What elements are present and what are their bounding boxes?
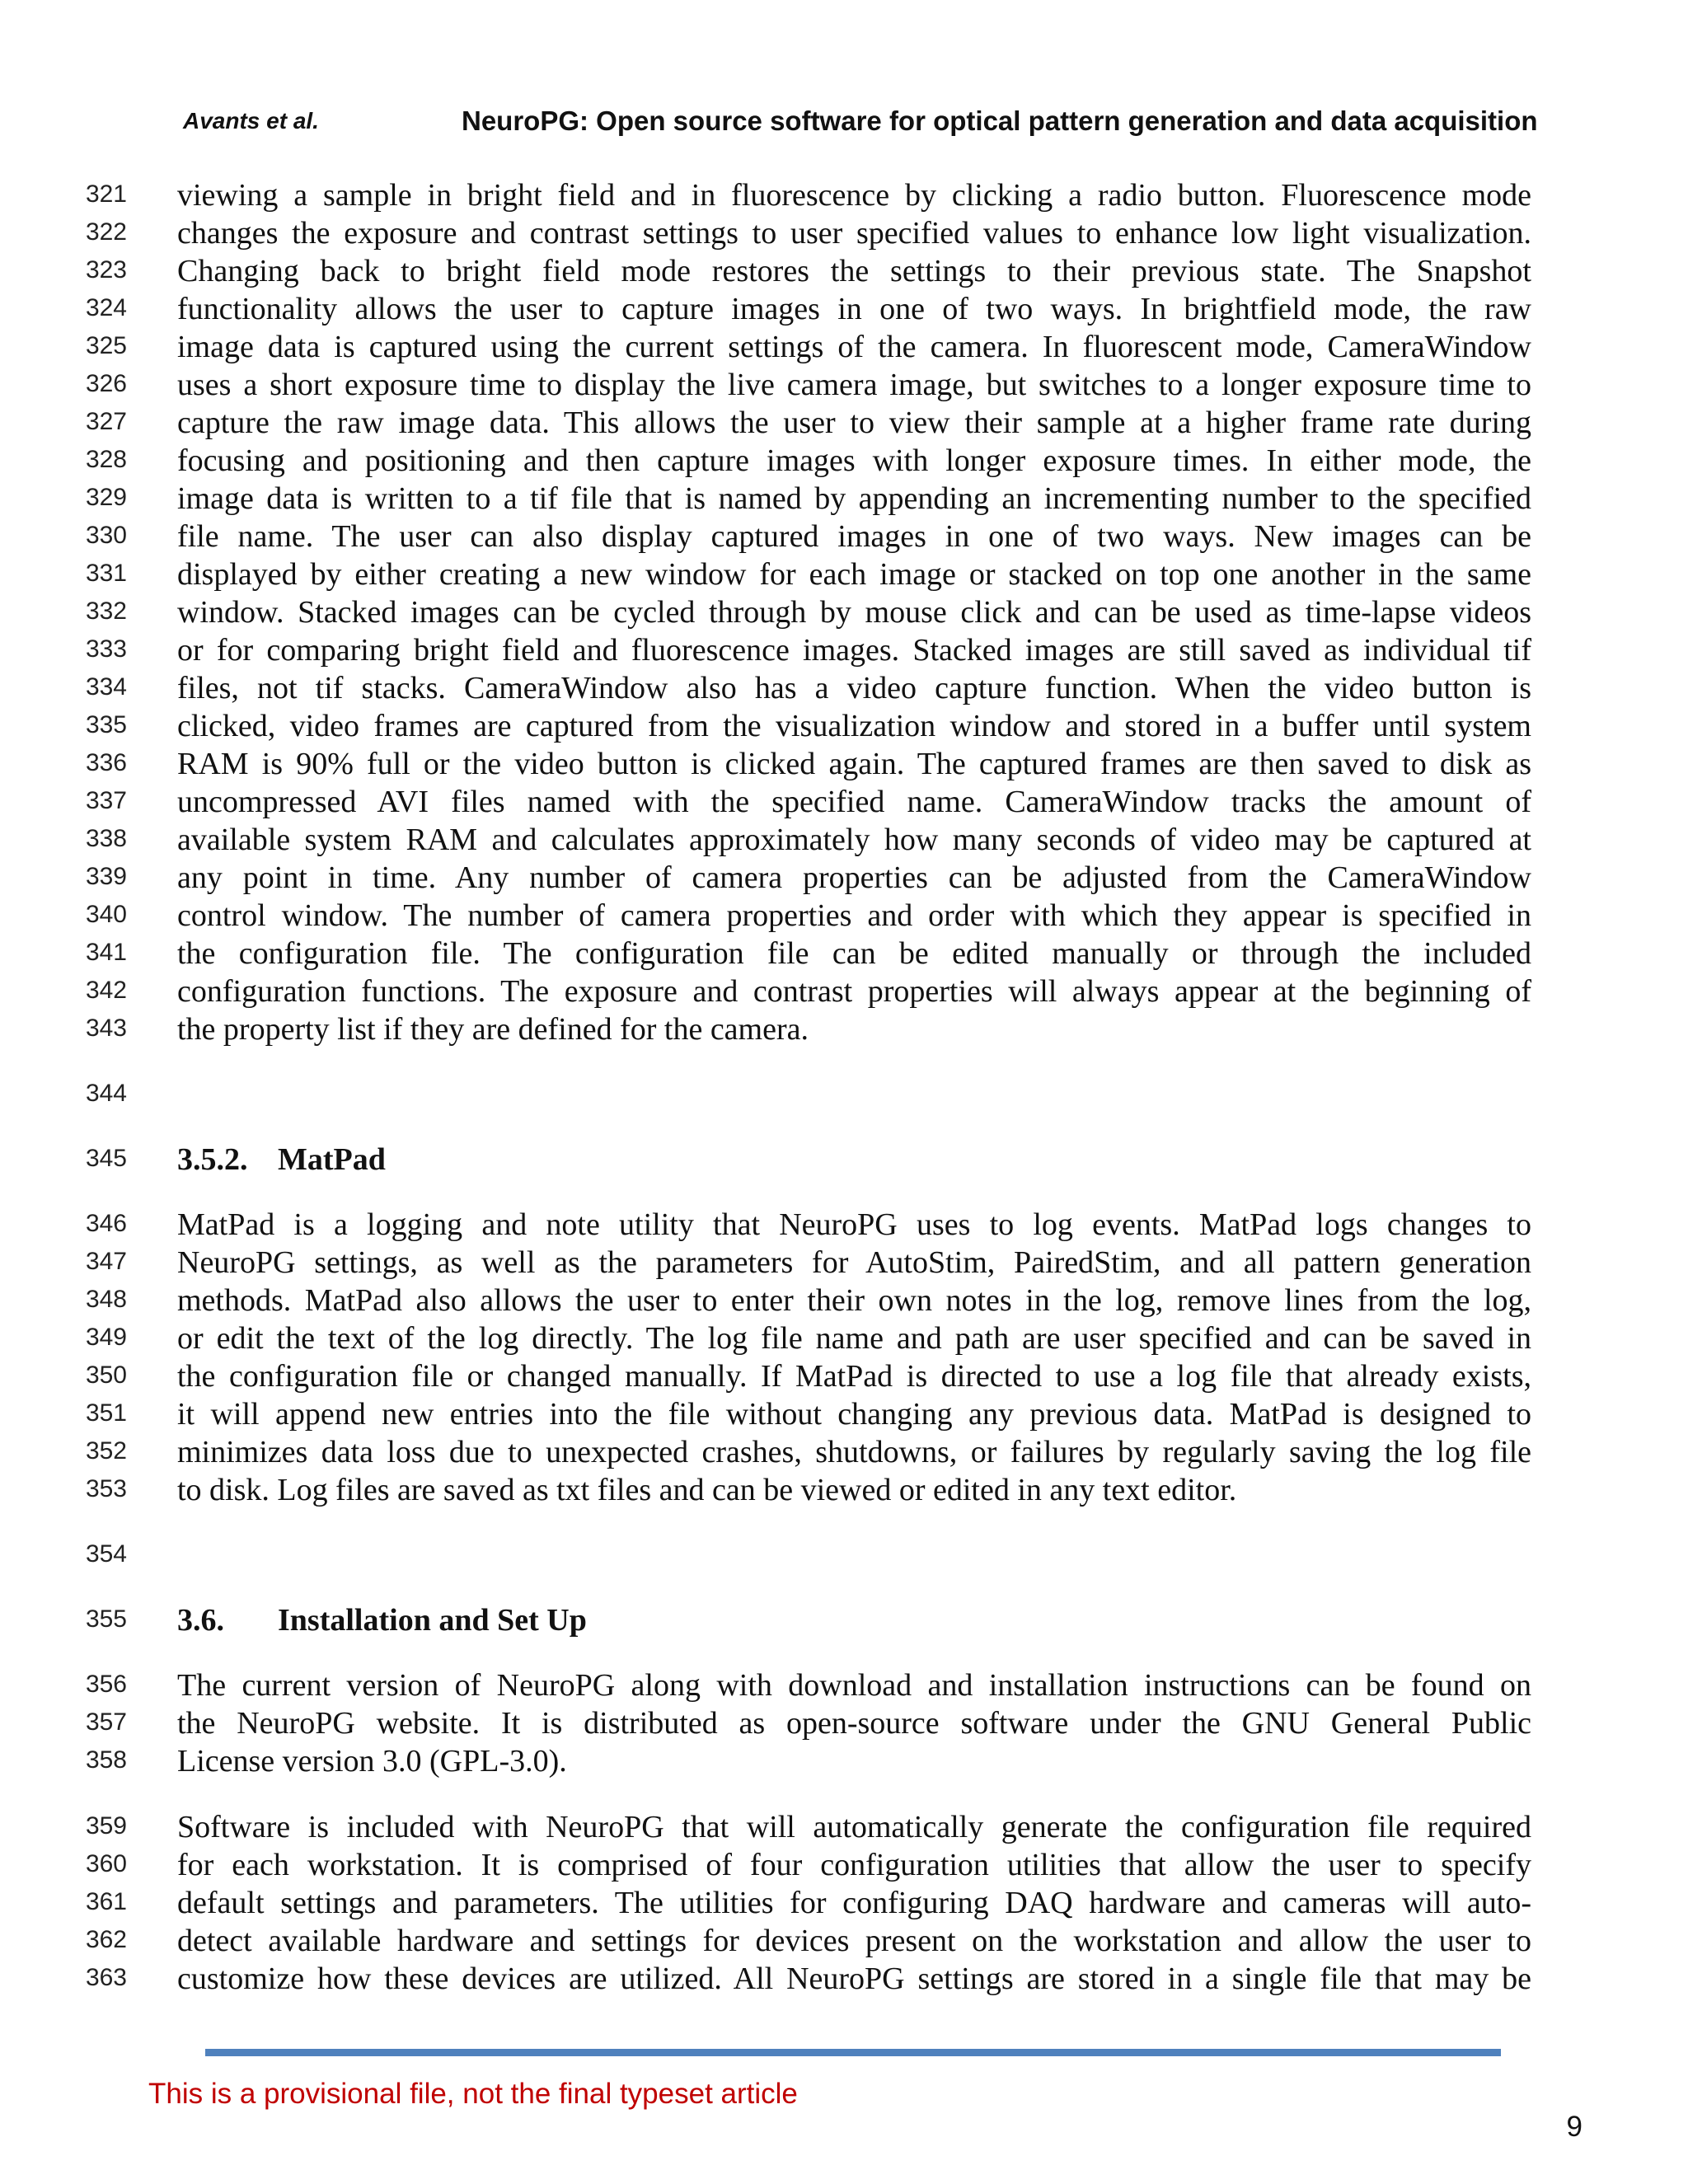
line-number: 333 [85,635,127,663]
text-line: available system RAM and calculates approximately how many seconds of video may be captured at [177,823,1531,857]
line-number: 328 [85,446,127,473]
line-number: 335 [85,711,127,738]
text-line: the property list if they are defined for the camera. [177,1012,809,1047]
text-line: uncompressed AVI files named with the specified name. CameraWindow tracks the amount of [177,785,1531,819]
line-number: 326 [85,370,127,397]
line-number: 354 [85,1540,127,1568]
line-number: 344 [85,1080,127,1107]
text-line: the configuration file or changed manually. If MatPad is directed to use a log file that already exists, [177,1359,1531,1394]
line-number: 347 [85,1248,127,1275]
line-number: 324 [85,294,127,321]
text-line: focusing and positioning and then capture images with longer exposure times. In either mode, the [177,443,1531,478]
line-number: 323 [85,256,127,284]
line-number: 331 [85,560,127,587]
line-number: 343 [85,1015,127,1042]
line-number: 348 [85,1286,127,1313]
text-line: configuration functions. The exposure and contrast properties will always appear at the beginning of [177,974,1531,1009]
text-line: any point in time. Any number of camera properties can be adjusted from the CameraWindow [177,860,1531,895]
line-number: 358 [85,1746,127,1774]
section-heading [177,1601,1531,1639]
text-line: detect available hardware and settings for devices present on the workstation and allow the user to [177,1924,1531,1958]
text-line: MatPad is a logging and note utility that NeuroPG uses to log events. MatPad logs changes to [177,1207,1531,1242]
text-line: viewing a sample in bright field and in fluorescence by clicking a radio button. Fluorescence mode [177,178,1531,213]
text-line: image data is written to a tif file that is named by appending an incrementing number to the specified [177,481,1531,516]
text-line: The current version of NeuroPG along with download and installation instructions can be found on [177,1668,1531,1703]
line-number: 350 [85,1361,127,1389]
line-number: 336 [85,749,127,776]
section-number: 3.6. [177,1603,224,1638]
line-number: 342 [85,977,127,1004]
text-line: functionality allows the user to capture images in one of two ways. In brightfield mode, the raw [177,292,1531,326]
line-number: 337 [85,787,127,814]
text-line: to disk. Log files are saved as txt files and can be viewed or edited in any text editor. [177,1473,1237,1507]
line-number: 341 [85,939,127,966]
text-line: the NeuroPG website. It is distributed as open-source software under the GNU General Public [177,1706,1531,1741]
line-number: 346 [85,1210,127,1237]
line-number: 330 [85,522,127,549]
line-number: 363 [85,1964,127,1991]
line-number: 360 [85,1850,127,1877]
text-line: file name. The user can also display captured images in one of two ways. New images can be [177,519,1531,554]
line-number: 349 [85,1324,127,1351]
line-number: 334 [85,673,127,701]
text-line: clicked, video frames are captured from the visualization window and stored in a buffer until system [177,709,1531,743]
line-number: 327 [85,408,127,435]
section-heading [177,1141,1531,1179]
text-line: License version 3.0 (GPL-3.0). [177,1744,567,1779]
text-line: control window. The number of camera properties and order with which they appear is specified in [177,898,1531,933]
text-line: default settings and parameters. The utilities for configuring DAQ hardware and cameras will auto- [177,1886,1531,1920]
line-number: 355 [85,1605,127,1633]
text-line: the configuration file. The configuration file can be edited manually or through the included [177,936,1531,971]
text-line: RAM is 90% full or the video button is clicked again. The captured frames are then saved to disk as [177,747,1531,781]
line-number: 321 [85,180,127,208]
line-number: 351 [85,1399,127,1427]
text-line: minimizes data loss due to unexpected crashes, shutdowns, or failures by regularly saving the log file [177,1435,1531,1469]
running-header-title: NeuroPG: Open source software for optical pattern generation and data acquisition [462,105,1538,136]
text-line: customize how these devices are utilized. All NeuroPG settings are stored in a single file that may be [177,1961,1531,1996]
line-number: 345 [85,1145,127,1172]
running-header-authors: Avants et al. [183,108,319,134]
line-number: 359 [85,1812,127,1840]
text-line: Software is included with NeuroPG that will automatically generate the configuration file required [177,1810,1531,1844]
line-number: 353 [85,1475,127,1502]
page-number: 9 [1566,2111,1582,2143]
text-line: displayed by either creating a new window for each image or stacked on top one another in the same [177,557,1531,592]
line-number: 322 [85,218,127,246]
footer-rule [205,2049,1501,2056]
text-line: uses a short exposure time to display the live camera image, but switches to a longer exposure time to [177,368,1531,402]
line-number: 338 [85,825,127,852]
line-number: 352 [85,1437,127,1465]
text-line: changes the exposure and contrast settings to user specified values to enhance low light visualization. [177,216,1531,251]
text-line: Changing back to bright field mode restores the settings to their previous state. The Snapshot [177,254,1531,288]
line-number: 325 [85,332,127,359]
text-line: files, not tif stacks. CameraWindow also has a video capture function. When the video button is [177,671,1531,705]
text-line: for each workstation. It is comprised of four configuration utilities that allow the user to specify [177,1848,1531,1882]
text-line: NeuroPG settings, as well as the parameters for AutoStim, PairedStim, and all pattern generation [177,1245,1531,1280]
text-line: image data is captured using the current settings of the camera. In fluorescent mode, CameraWindow [177,330,1531,364]
text-line: or edit the text of the log directly. The log file name and path are user specified and can be saved in [177,1321,1531,1356]
text-line: capture the raw image data. This allows the user to view their sample at a higher frame rate during [177,405,1531,440]
section-title: MatPad [278,1142,386,1177]
section-title: Installation and Set Up [278,1603,587,1638]
line-number: 361 [85,1888,127,1915]
text-line: methods. MatPad also allows the user to enter their own notes in the log, remove lines from the log, [177,1283,1531,1318]
section-number: 3.5.2. [177,1142,248,1177]
text-line: it will append new entries into the file without changing any previous data. MatPad is designed to [177,1397,1531,1432]
line-number: 357 [85,1708,127,1736]
line-number: 356 [85,1671,127,1698]
text-line: window. Stacked images can be cycled through by mouse click and can be used as time-lapse videos [177,595,1531,630]
line-number: 340 [85,901,127,928]
line-number: 362 [85,1926,127,1953]
line-number: 339 [85,863,127,890]
text-line: or for comparing bright field and fluorescence images. Stacked images are still saved as individual tif [177,633,1531,668]
line-number: 329 [85,484,127,511]
line-number: 332 [85,598,127,625]
provisional-notice: This is a provisional file, not the final typeset article [148,2078,798,2110]
